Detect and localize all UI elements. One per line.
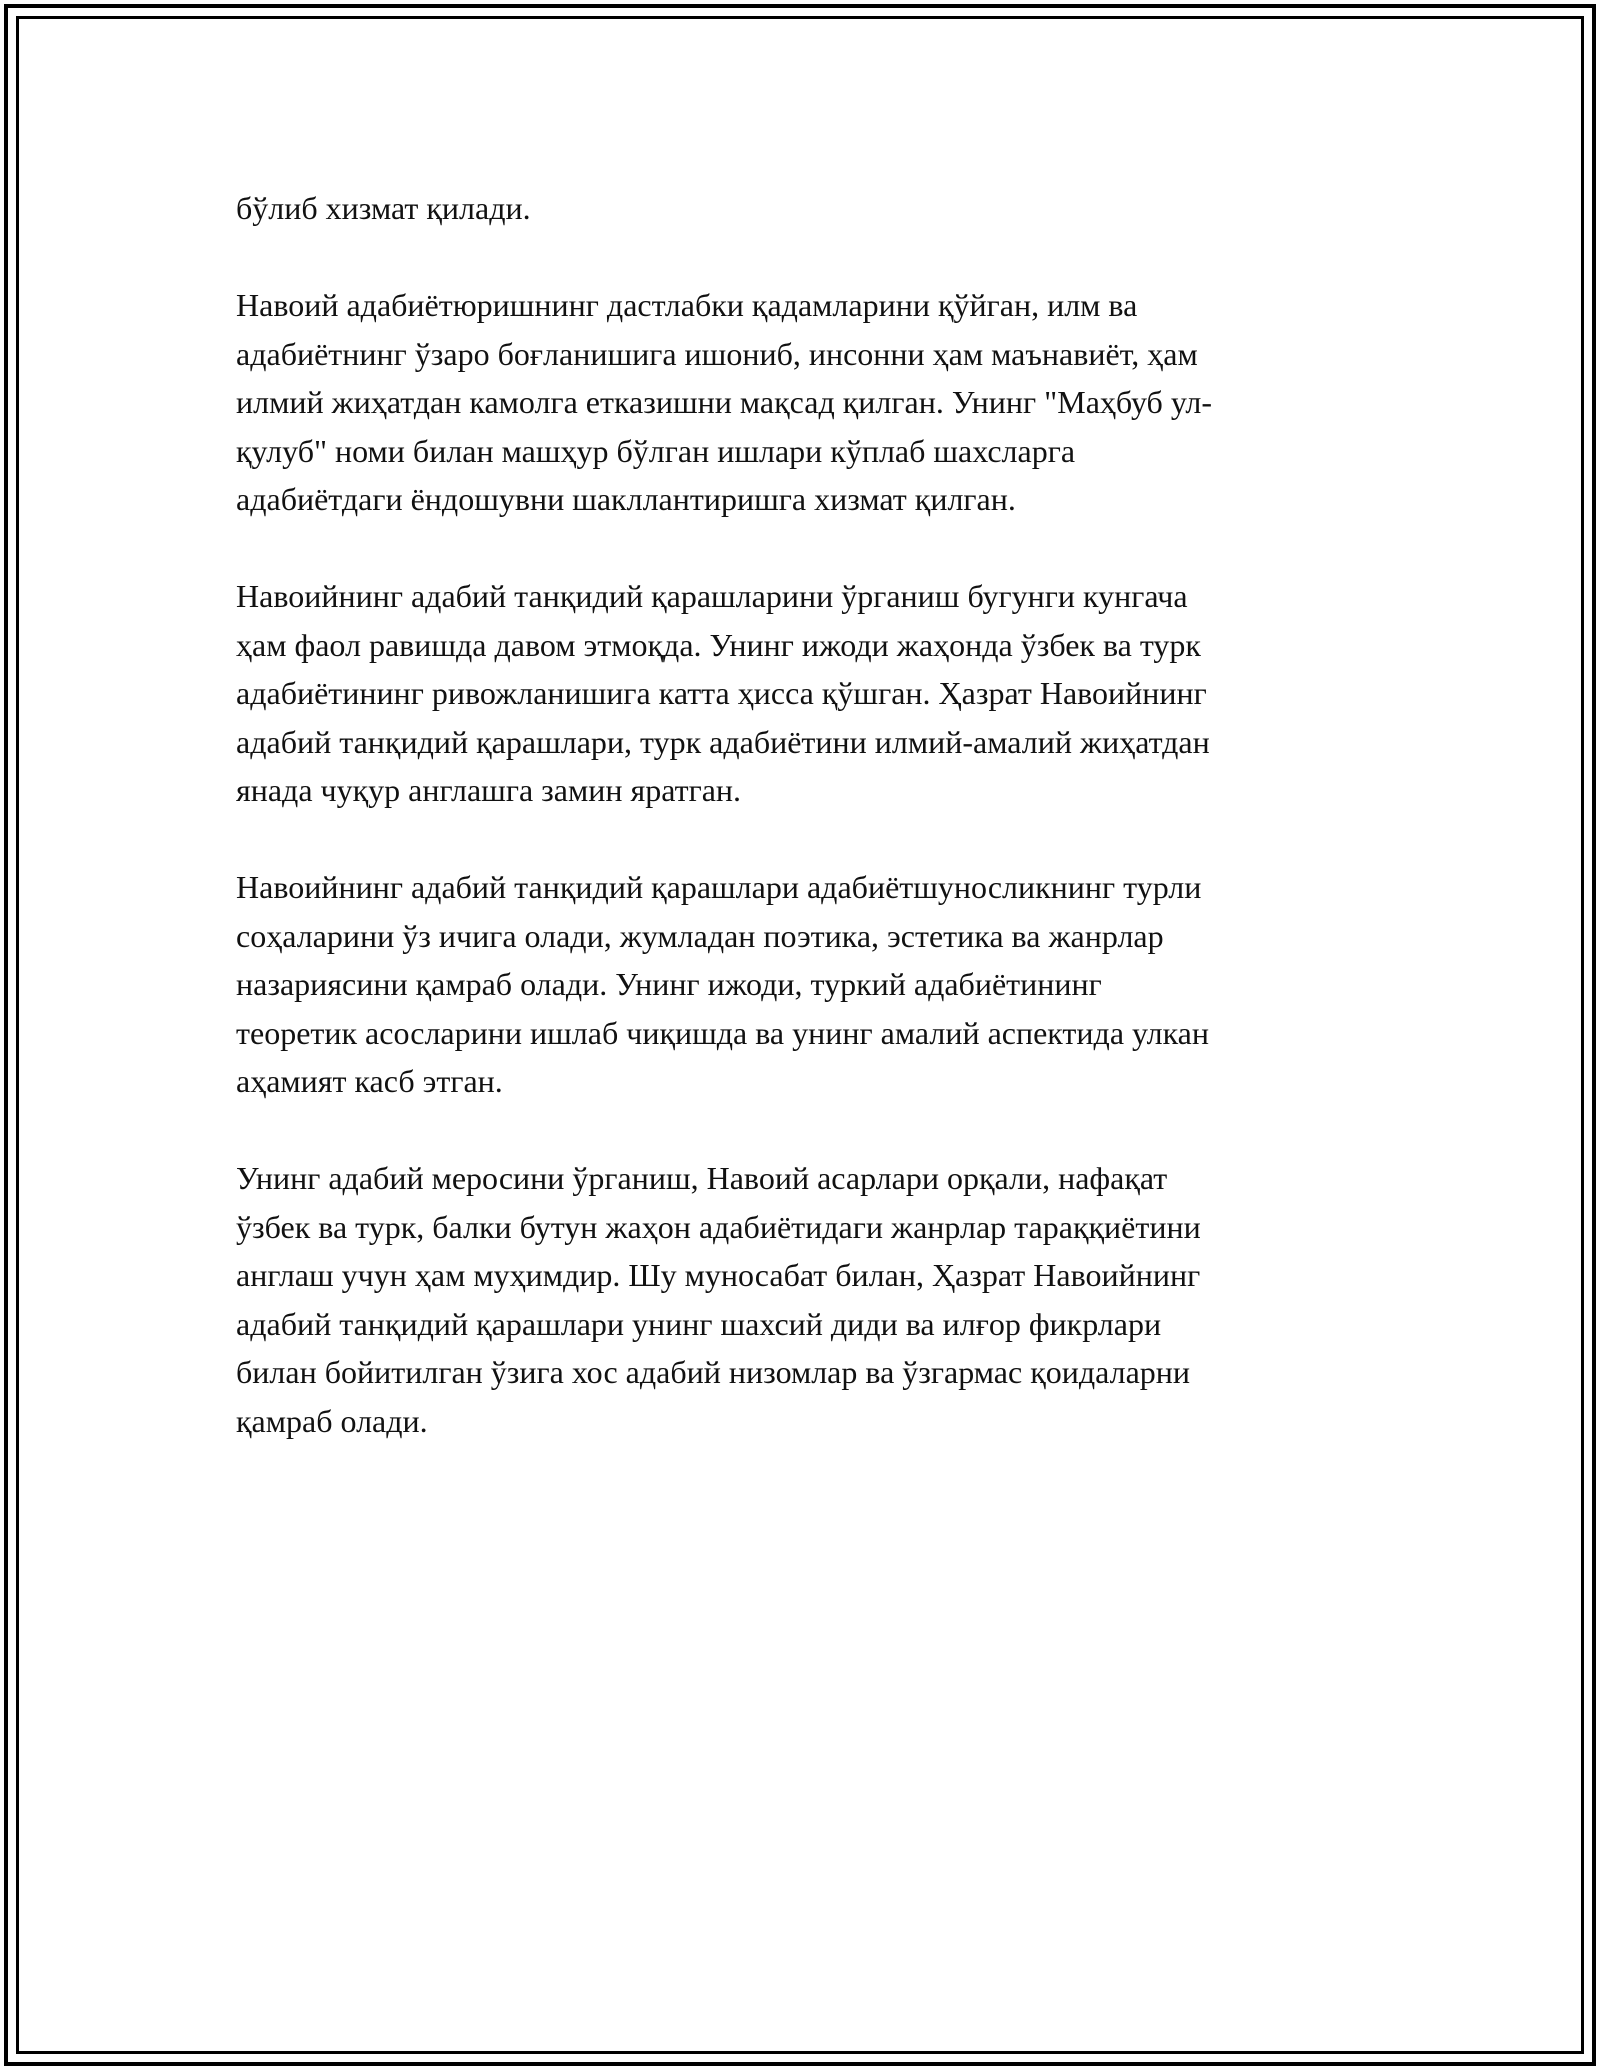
- text-line: қамраб олади.: [236, 1402, 428, 1439]
- text-line: соҳаларини ўз ичига олади, жумладан поэтика, эстетика ва жанрлар: [236, 917, 1164, 954]
- text-line: адабиётдаги ёндошувни шакллантиришга хизмат қилган.: [236, 481, 1016, 517]
- paragraph-3: [236, 572, 1366, 815]
- text-line: илмий жиҳатдан камолга етказишни мақсад қилган. Унинг "Маҳбуб ул-: [236, 384, 1213, 420]
- text-line: адабий танқидий қарашлари унинг шахсий диди ва илғор фикрлари: [236, 1305, 1162, 1342]
- text-line: Унинг адабий меросини ўрганиш, Навоий асарлари орқали, нафақат: [236, 1160, 1168, 1196]
- text-line: ўзбек ва турк, балки бутун жаҳон адабиётидаги жанрлар тараққиётини: [236, 1208, 1201, 1245]
- text-line: Навоийнинг адабий танқидий қарашларини ўрганиш бугунги кунгача: [236, 578, 1188, 614]
- paragraph-4: [236, 863, 1366, 1106]
- text-line: Навоийнинг адабий танқидий қарашлари адабиётшуносликнинг турли: [236, 869, 1202, 905]
- text-line: адабий танқидий қарашлари, турк адабиётини илмий-амалий жиҳатдан: [236, 723, 1210, 760]
- text-line: ҳам фаол равишда давом этмоқда. Унинг ижоди жаҳонда ўзбек ва турк: [236, 626, 1201, 663]
- text-line: билан бойитилган ўзига хос адабий низомлар ва ўзгармас қоидаларни: [236, 1354, 1191, 1390]
- paragraph-2: [236, 281, 1366, 524]
- text-line: адабиётнинг ўзаро боғланишига ишониб, инсонни ҳам маънавиёт, ҳам: [236, 335, 1198, 372]
- text-line: теоретик асосларини ишлаб чиқишда ва унинг амалий аспектида улкан: [236, 1014, 1209, 1051]
- text-line: қулуб" номи билан машҳур бўлган ишлари кўплаб шахсларга: [236, 432, 1076, 469]
- text-line: англаш учун ҳам муҳимдир. Шу муносабат билан, Ҳазрат Навоийнинг: [236, 1257, 1201, 1293]
- text-line: янада чуқур англашга замин яратган.: [236, 772, 742, 808]
- text-line: аҳамият касб этган.: [236, 1063, 503, 1099]
- text-line: бўлиб хизмат қилади.: [236, 190, 531, 226]
- document-body: [236, 184, 1366, 1494]
- text-line: Навоий адабиётюришнинг дастлабки қадамларини қўйган, илм ва: [236, 287, 1138, 323]
- text-line: назариясини қамраб олади. Унинг ижоди, туркий адабиётининг: [236, 966, 1102, 1002]
- paragraph-1: [236, 184, 1366, 233]
- text-line: адабиётининг ривожланишига катта ҳисса қўшган. Ҳазрат Навоийнинг: [236, 675, 1207, 711]
- paragraph-5: [236, 1154, 1366, 1445]
